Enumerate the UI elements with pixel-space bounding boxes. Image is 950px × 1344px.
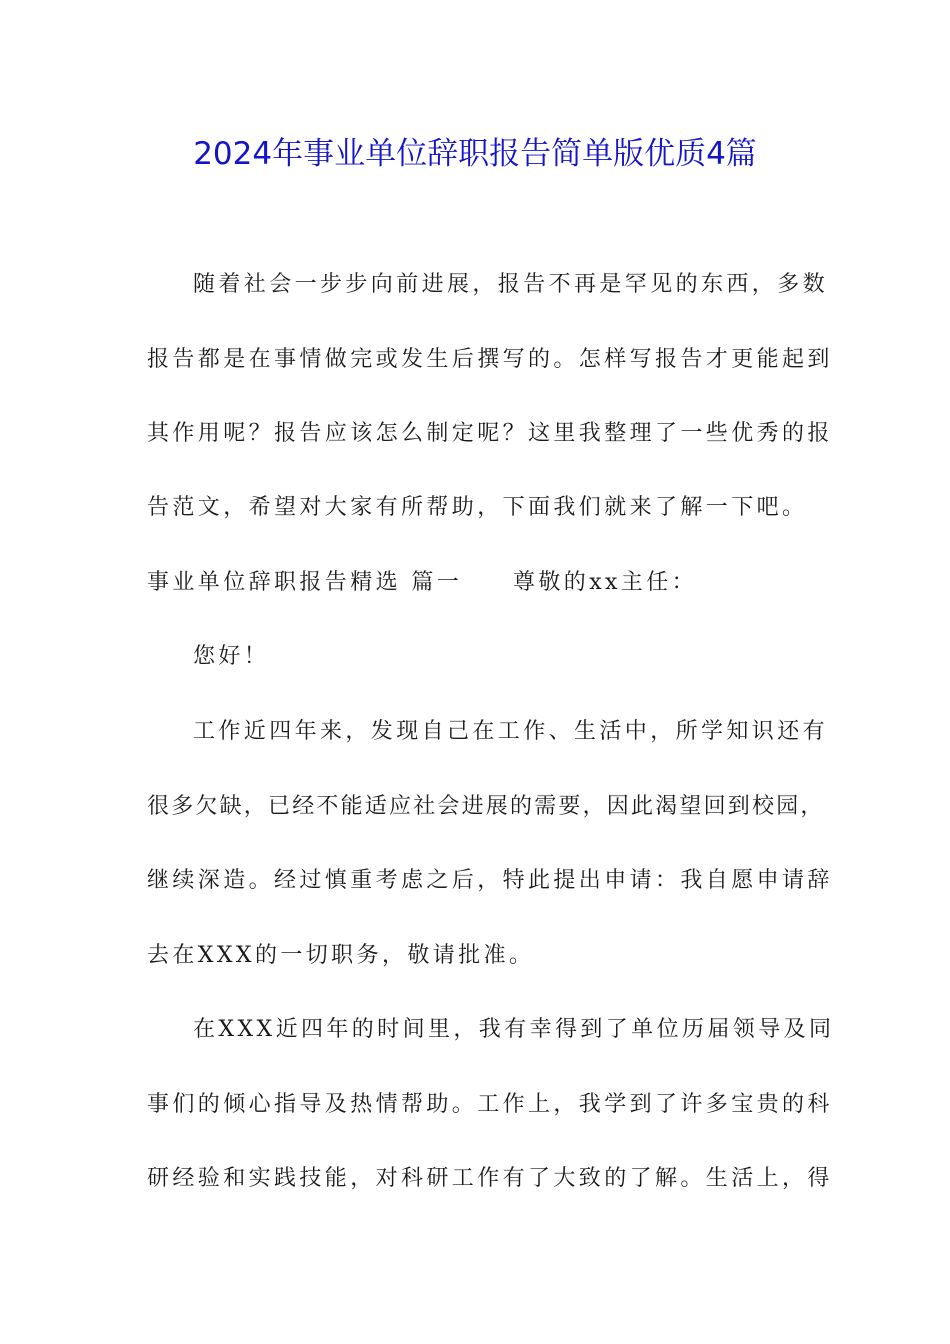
paragraph-line: 其作用呢？报告应该怎么制定呢？这里我整理了一些优秀的报 <box>147 421 833 446</box>
paragraph-line: 报告都是在事情做完或发生后撰写的。怎样写报告才更能起到 <box>147 347 833 372</box>
paragraph-line: 继续深造。经过慎重考虑之后，特此提出申请：我自愿申请辞 <box>147 868 833 893</box>
paragraph-line: 在XXX近四年的时间里，我有幸得到了单位历届领导及同 <box>193 1017 835 1042</box>
paragraph-line: 研经验和实践技能，对科研工作有了大致的了解。生活上，得 <box>147 1166 833 1191</box>
paragraph-line: 告范文，希望对大家有所帮助，下面我们就来了解一下吧。 <box>147 495 808 520</box>
section-heading-line: 事业单位辞职报告精选 篇一 尊敬的xx主任： <box>147 570 698 595</box>
greeting-line: 您好！ <box>193 644 270 669</box>
paragraph-line: 随着社会一步步向前进展，报告不再是罕见的东西，多数 <box>193 272 829 297</box>
paragraph-line: 事们的倾心指导及热情帮助。工作上，我学到了许多宝贵的科 <box>147 1092 833 1117</box>
document-title: 2024年事业单位辞职报告简单版优质4篇 <box>193 136 757 172</box>
paragraph-line: 工作近四年来，发现自己在工作、生活中，所学知识还有 <box>193 719 829 744</box>
paragraph-line: 很多欠缺，已经不能适应社会进展的需要，因此渴望回到校园， <box>147 794 825 819</box>
paragraph-line: 去在XXX的一切职务，敬请批准。 <box>147 943 535 968</box>
